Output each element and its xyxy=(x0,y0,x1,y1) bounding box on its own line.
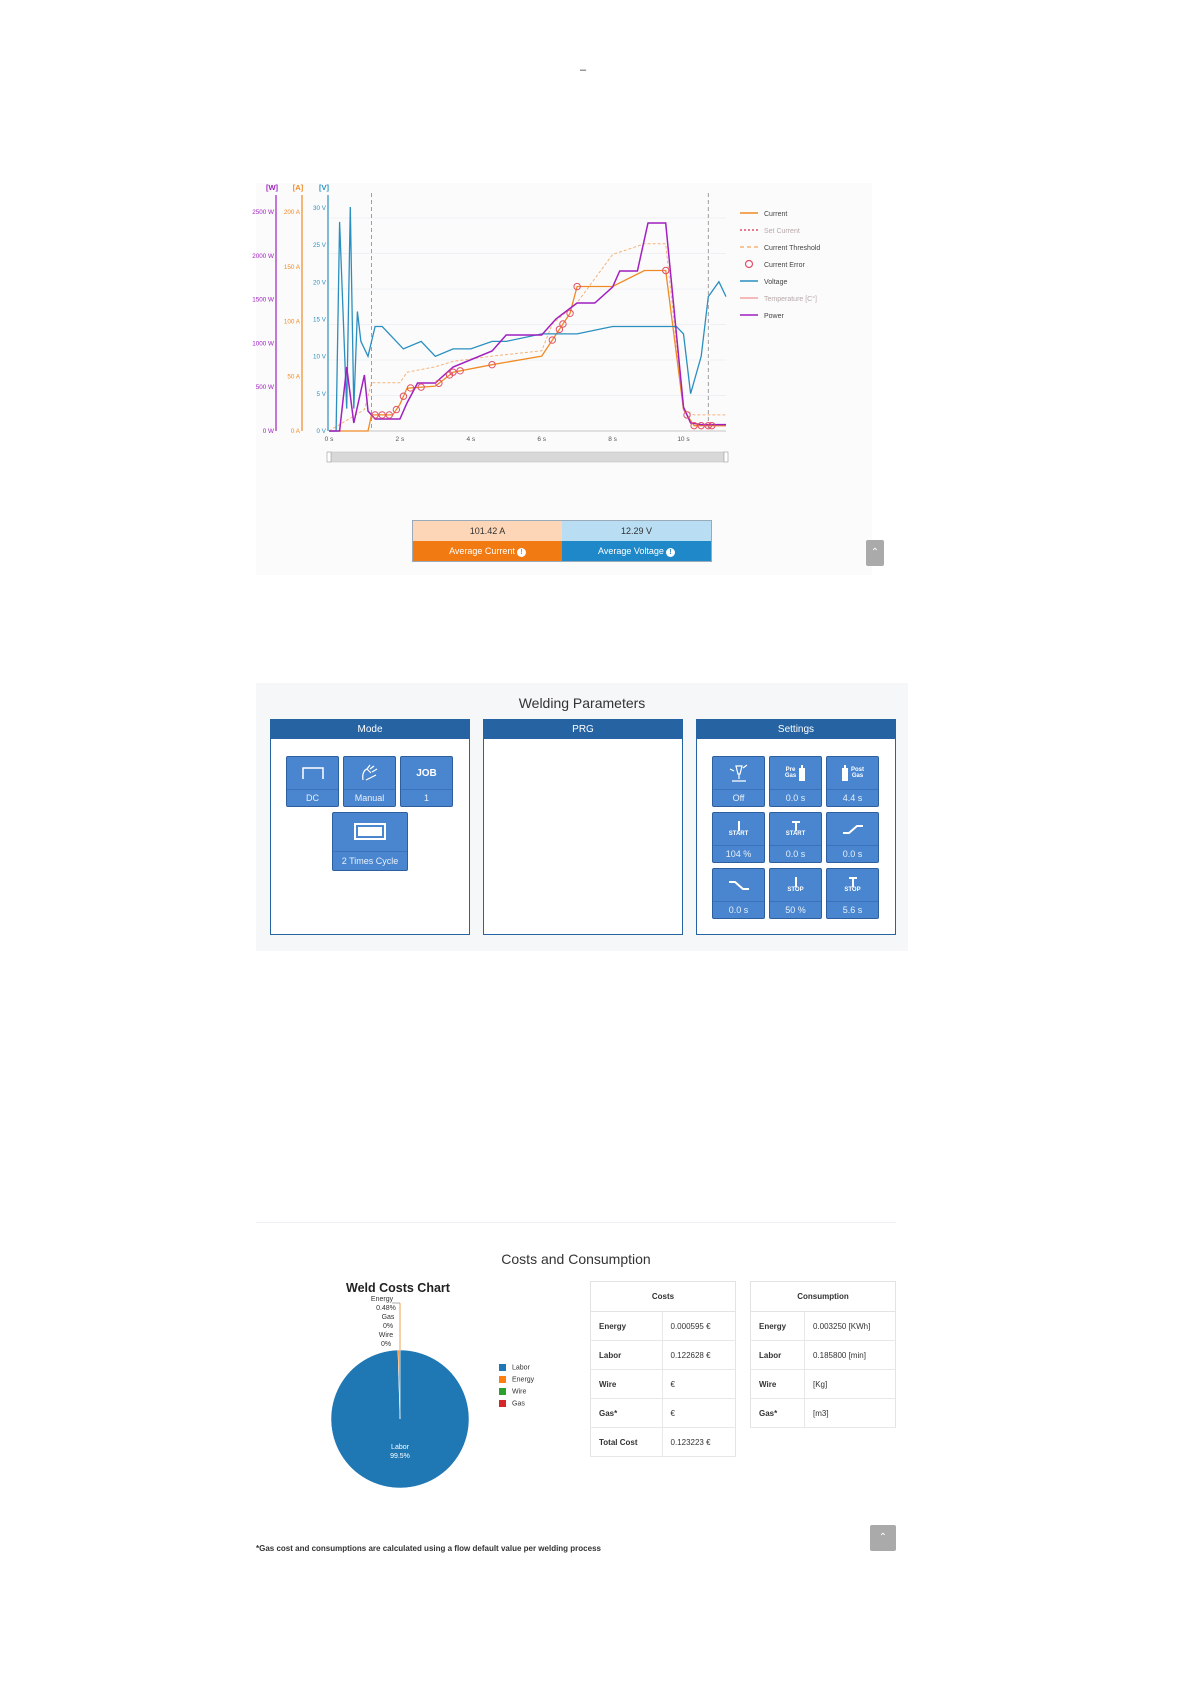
average-values-box xyxy=(412,520,712,562)
average-current-label: Average Current ! xyxy=(413,541,562,561)
top-mark: – xyxy=(580,64,587,76)
start-current-icon: START xyxy=(728,831,749,837)
legend-gas: Gas xyxy=(499,1400,525,1407)
legend-swatch xyxy=(499,1376,506,1383)
legend-label: Current xyxy=(764,211,788,218)
weld-chart-panel xyxy=(252,183,880,575)
voltage-tick-label: 30 V xyxy=(313,205,326,212)
table-row: Wire € xyxy=(591,1370,736,1399)
pie-label-labor-pct: 99.5% xyxy=(390,1453,410,1460)
pie-label-labor: Labor xyxy=(391,1444,409,1451)
pie-label-energy: Energy xyxy=(370,1296,394,1303)
time-tick-label: 10 s xyxy=(677,436,690,443)
voltage-tick-label: 20 V xyxy=(313,279,326,287)
voltage-tick-label: 0 V xyxy=(316,428,326,435)
current-tick-label: 50 A xyxy=(287,373,300,381)
slope-up-icon xyxy=(827,813,878,845)
current-tick-label: 150 A xyxy=(283,263,300,271)
time-tick-label: 6 s xyxy=(537,436,547,443)
manual-hand-icon xyxy=(344,757,395,789)
slope-down-value: 0.0 s xyxy=(713,901,764,918)
job-button[interactable] xyxy=(400,756,453,807)
time-tick-label: 8 s xyxy=(608,436,617,443)
stop-time-icon: STOP xyxy=(827,869,878,901)
current-tick-label: 0 A xyxy=(290,428,300,435)
dc-value: DC xyxy=(287,789,338,806)
legend-label: Current Error xyxy=(764,262,805,269)
costs-panel xyxy=(256,1222,896,1583)
mode-column xyxy=(270,719,470,935)
range-slider-handle xyxy=(327,452,331,462)
time-tick-label: 4 s xyxy=(466,436,476,443)
start-time-value: 0.0 s xyxy=(770,845,821,862)
weld-chart xyxy=(252,183,872,575)
pie-label-energy-pct: 0.48% xyxy=(376,1305,396,1312)
voltage-tick-label: 15 V xyxy=(313,316,326,324)
stop-time-value: 5.6 s xyxy=(827,901,878,918)
table-row: Energy 0.000595 € xyxy=(591,1312,736,1341)
range-slider xyxy=(329,452,726,462)
current-line xyxy=(329,271,726,432)
pie-label-wire-pct: 0% xyxy=(380,1341,392,1348)
two-times-cycle-button[interactable] xyxy=(332,812,408,871)
legend-label: Voltage xyxy=(764,279,788,286)
pie-label-gas: Gas xyxy=(381,1314,395,1321)
table-row: Wire [Kg] xyxy=(751,1370,896,1399)
power-tick-label: 1000 W xyxy=(252,340,274,348)
pie-label-gas-pct: 0% xyxy=(382,1323,394,1330)
pie-title: Weld Costs Chart xyxy=(346,1281,450,1295)
legend-label: Set Current xyxy=(764,228,800,235)
voltage-line xyxy=(329,207,726,431)
start-current-value: 104 % xyxy=(713,845,764,862)
power-tick-label: 500 W xyxy=(255,384,274,392)
average-current-value: 101.42 A xyxy=(413,521,562,541)
costs-table xyxy=(590,1281,736,1457)
time-tick-label: 2 s xyxy=(395,436,405,443)
start-time-icon: START xyxy=(770,813,821,845)
voltage-tick-label: 25 V xyxy=(313,242,326,250)
dc-button[interactable] xyxy=(286,756,339,807)
average-voltage-label: Average Voltage ! xyxy=(562,541,711,561)
slope-up-button[interactable] xyxy=(826,812,879,863)
pre-gas-button[interactable] xyxy=(769,756,822,807)
settings-column xyxy=(696,719,896,935)
two-times-cycle-icon xyxy=(333,813,407,851)
voltage-tick-label: 10 V xyxy=(313,353,326,361)
voltage-tick-label: 5 V xyxy=(316,390,326,398)
info-icon[interactable]: ! xyxy=(666,548,675,557)
legend-label: Temperature [C°] xyxy=(764,296,817,303)
power-tick-label: 0 W xyxy=(262,428,274,435)
legend-swatch xyxy=(499,1388,506,1395)
consumption-table xyxy=(750,1281,896,1428)
consumption-table-header: Consumption xyxy=(751,1282,896,1312)
scroll-top-button[interactable]: ⌃ xyxy=(870,1525,896,1551)
start-current-button[interactable] xyxy=(712,812,765,863)
post-gas-icon: Post Gas xyxy=(827,757,878,789)
table-row: Total Cost 0.123223 € xyxy=(591,1428,736,1457)
slope-down-icon xyxy=(713,869,764,901)
slope-up-value: 0.0 s xyxy=(827,845,878,862)
legend-labor: Labor xyxy=(499,1364,530,1371)
stop-time-button[interactable] xyxy=(826,868,879,919)
torch-off-icon xyxy=(713,757,764,789)
table-row: Labor 0.122628 € xyxy=(591,1341,736,1370)
legend-energy: Energy xyxy=(499,1376,534,1383)
power-tick-label: 2000 W xyxy=(252,252,274,260)
table-row: Energy 0.003250 [KWh] xyxy=(751,1312,896,1341)
pre-gas-value: 0.0 s xyxy=(770,789,821,806)
legend-label: Current Threshold xyxy=(764,245,821,252)
legend-swatch xyxy=(499,1364,506,1371)
pre-gas-icon: Pre Gas xyxy=(770,757,821,789)
time-tick-label: 0 s xyxy=(324,436,334,443)
post-gas-value: 4.4 s xyxy=(827,789,878,806)
torch-setting-button[interactable] xyxy=(712,756,765,807)
info-icon[interactable]: ! xyxy=(517,548,526,557)
prg-column xyxy=(483,719,683,935)
two-times-cycle-value: 2 Times Cycle xyxy=(333,851,407,870)
manual-value: Manual xyxy=(344,789,395,806)
start-time-button[interactable] xyxy=(769,812,822,863)
power-tick-label: 2500 W xyxy=(252,209,274,216)
dc-pulse-icon xyxy=(287,757,338,789)
power-axis-unit: [W] xyxy=(265,183,279,192)
table-row: Gas* [m3] xyxy=(751,1399,896,1428)
mode-header: Mode xyxy=(271,720,469,739)
table-row: Labor 0.185800 [min] xyxy=(751,1341,896,1370)
scroll-top-button[interactable]: ⌃ xyxy=(866,540,884,566)
current-axis-unit: [A] xyxy=(292,183,304,192)
legend-wire: Wire xyxy=(499,1388,526,1395)
legend-label: Power xyxy=(764,313,784,320)
table-row: Gas* € xyxy=(591,1399,736,1428)
pie-label-wire: Wire xyxy=(378,1332,394,1339)
torch-setting-value: Off xyxy=(713,789,764,806)
prg-header: PRG xyxy=(484,720,682,739)
costs-title: Costs and Consumption xyxy=(501,1251,651,1267)
stop-current-icon: STOP xyxy=(787,887,804,893)
voltage-axis-unit: [V] xyxy=(319,183,329,192)
costs-table-header: Costs xyxy=(591,1282,736,1312)
manual-button[interactable] xyxy=(343,756,396,807)
job-icon: JOB xyxy=(416,767,437,779)
power-tick-label: 1500 W xyxy=(252,296,274,304)
slope-down-button[interactable] xyxy=(712,868,765,919)
current-tick-label: 100 A xyxy=(283,318,300,326)
settings-header: Settings xyxy=(697,720,895,739)
stop-current-button[interactable] xyxy=(769,868,822,919)
job-value: 1 xyxy=(401,789,452,806)
post-gas-button[interactable] xyxy=(826,756,879,807)
range-slider-handle xyxy=(724,452,728,462)
average-voltage-value: 12.29 V xyxy=(562,521,711,541)
legend-marker xyxy=(746,261,753,268)
stop-current-value: 50 % xyxy=(770,901,821,918)
welding-parameters-panel xyxy=(256,683,908,951)
current-tick-label: 200 A xyxy=(283,209,300,216)
welding-parameters-title: Welding Parameters xyxy=(518,695,646,711)
legend-swatch xyxy=(499,1400,506,1407)
gas-footnote: *Gas cost and consumptions are calculated using a flow default value per welding process xyxy=(256,1544,601,1553)
